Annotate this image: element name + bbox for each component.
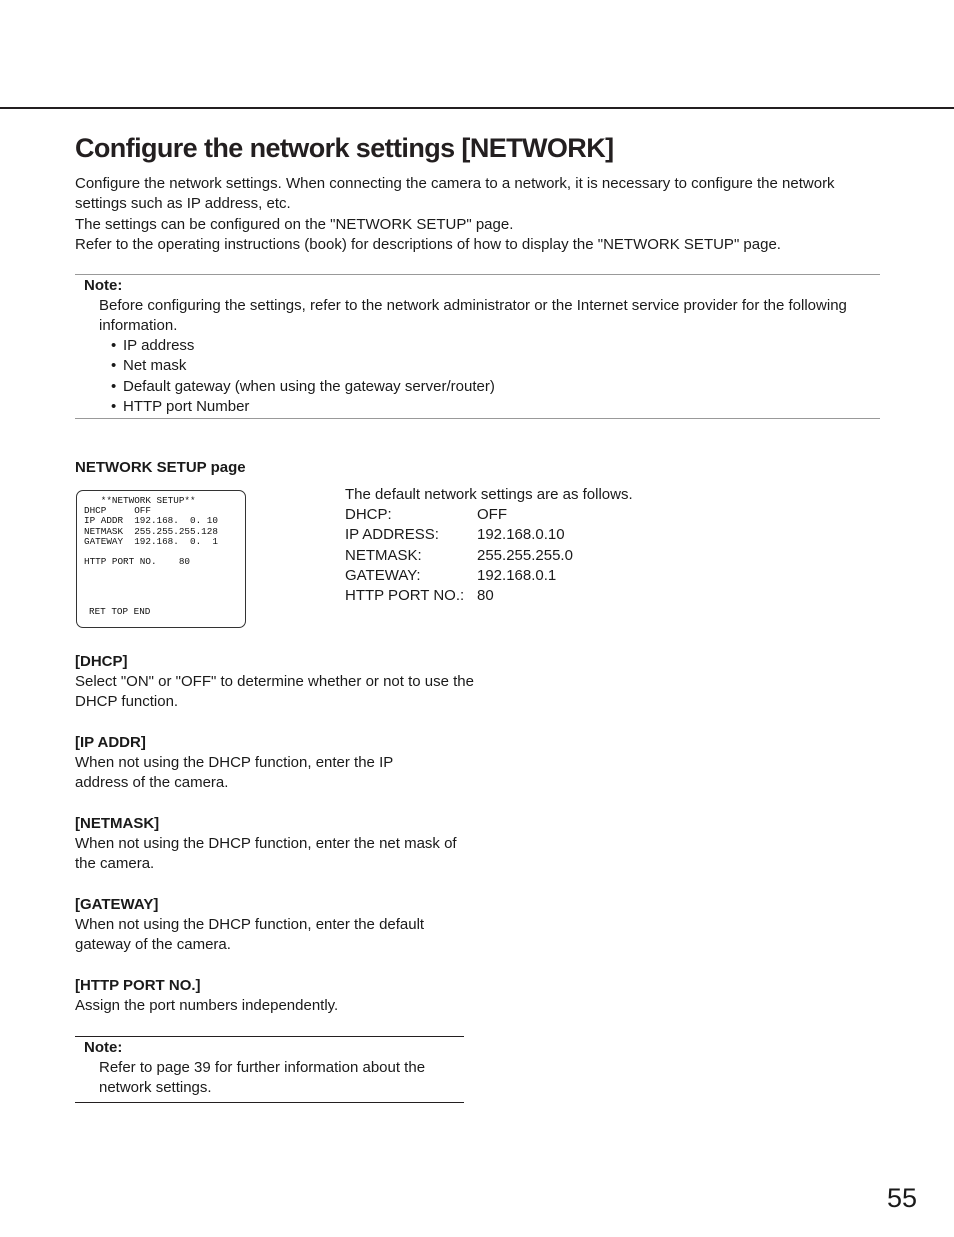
- note-box: [75, 274, 880, 419]
- section-heading: [GATEWAY]: [75, 896, 159, 913]
- default-row-gateway: [345, 566, 633, 586]
- default-row-dhcp: [345, 505, 633, 525]
- bullet-label: HTTP port Number: [123, 397, 250, 415]
- section-text: When not using the DHCP function, enter the default gateway of the camera.: [75, 916, 425, 954]
- network-setup-screen: [76, 490, 246, 628]
- bullet-item: [111, 397, 495, 417]
- bullet-item: [111, 356, 495, 376]
- bullet-icon: •: [111, 357, 117, 375]
- bullet-icon: •: [111, 377, 117, 395]
- screen-heading: NETWORK SETUP page: [75, 459, 246, 476]
- intro-paragraph: Configure the network settings. When connecting the camera to a network, it is necessary to configure the network settings such as IP address, etc.: [75, 175, 835, 213]
- default-value: 192.168.0.10: [477, 526, 565, 544]
- section-heading: [NETMASK]: [75, 815, 160, 832]
- intro-paragraph: The settings can be configured on the "NETWORK SETUP" page.: [75, 215, 514, 233]
- default-value: OFF: [477, 506, 507, 524]
- bullet-label: IP address: [123, 337, 195, 354]
- bullet-label: Net mask: [123, 357, 187, 375]
- bullet-item: [111, 377, 495, 397]
- note-box: [75, 1036, 464, 1103]
- intro-paragraph: Refer to the operating instructions (book) for descriptions of how to display the "NETWORK SETUP" page.: [75, 235, 781, 253]
- default-label: GATEWAY:: [345, 566, 421, 584]
- page-title: Configure the network settings [NETWORK]: [75, 133, 614, 163]
- section-ip-addr: [75, 733, 475, 794]
- screen-menu-footer: RET TOP END: [89, 606, 151, 617]
- default-row-netmask: [345, 546, 633, 566]
- note-heading: Note:: [84, 277, 123, 294]
- default-row-http-port: [345, 586, 633, 606]
- note-heading: Note:: [84, 1039, 123, 1056]
- default-value: 192.168.0.1: [477, 566, 557, 584]
- bullet-item: [111, 336, 495, 356]
- section-dhcp: [75, 652, 475, 713]
- note-text: Refer to page 39 for further information about the network settings.: [99, 1059, 426, 1097]
- bullet-label: Default gateway (when using the gateway server/router): [123, 377, 495, 395]
- section-heading: [DHCP]: [75, 653, 128, 670]
- section-heading: [HTTP PORT NO.]: [75, 977, 201, 994]
- bullet-icon: •: [111, 397, 117, 415]
- screen-menu-text: **NETWORK SETUP** DHCP OFF IP ADDR 192.168. 0. 10 NETMASK 255.255.255.128 GATEWAY 192.168. 0. 1 HTTP PORT NO. 80: [84, 495, 218, 568]
- default-label: IP ADDRESS:: [345, 526, 439, 544]
- default-label: HTTP PORT NO.:: [345, 587, 465, 605]
- section-text: Assign the port numbers independently.: [75, 997, 339, 1015]
- page-number: 55: [887, 1183, 918, 1213]
- section-text: When not using the DHCP function, enter the IP address of the camera.: [75, 754, 393, 792]
- note-bullet-list: [111, 336, 495, 417]
- intro-text: [75, 174, 875, 255]
- defaults-intro: The default network settings are as follows.: [345, 486, 633, 503]
- bullet-icon: •: [111, 337, 117, 354]
- section-http-port: [75, 976, 475, 1016]
- default-label: DHCP:: [345, 506, 392, 524]
- header-rule: [0, 107, 954, 109]
- section-text: When not using the DHCP function, enter the net mask of the camera.: [75, 835, 457, 873]
- note-text: Before configuring the settings, refer to the network administrator or the Internet service provider for the following information.: [99, 297, 847, 335]
- default-label: NETMASK:: [345, 546, 422, 564]
- section-netmask: [75, 814, 475, 875]
- default-settings: [345, 485, 633, 606]
- default-value: 80: [477, 587, 494, 605]
- section-gateway: [75, 895, 475, 956]
- section-text: Select "ON" or "OFF" to determine whether or not to use the DHCP function.: [75, 673, 474, 711]
- section-heading: [IP ADDR]: [75, 734, 146, 751]
- default-row-ip-address: [345, 525, 633, 545]
- default-value: 255.255.255.0: [477, 546, 573, 564]
